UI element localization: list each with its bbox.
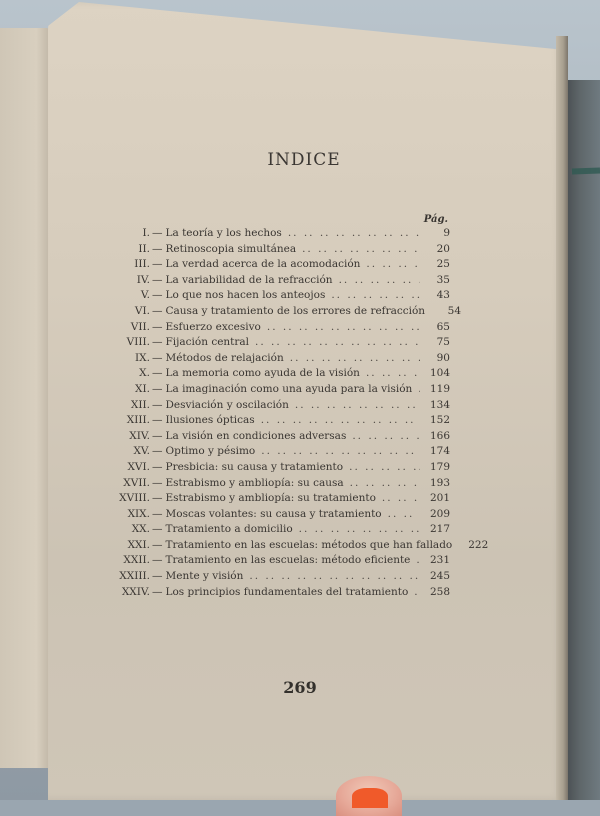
chapter-title: Lo que nos hacen los anteojos bbox=[165, 289, 326, 302]
chapter-title: Tratamiento a domicilio bbox=[165, 523, 293, 536]
chapter-number: V. bbox=[140, 289, 150, 302]
chapter-dash: — bbox=[152, 382, 163, 395]
chapter-dash: — bbox=[152, 507, 163, 520]
chapter-number: XVI. bbox=[127, 460, 150, 473]
toc-entry bbox=[100, 383, 450, 399]
chapter-title: Mente y visión bbox=[165, 570, 244, 583]
chapter-title: Presbicia: su causa y tratamiento bbox=[165, 460, 344, 473]
chapter-number: XX. bbox=[131, 523, 150, 536]
dot-leader bbox=[249, 570, 420, 582]
chapter-page: 54 bbox=[447, 304, 462, 317]
chapter-title: Moscas volantes: su causa y tratamiento bbox=[165, 507, 382, 520]
toc-entry bbox=[100, 367, 450, 383]
chapter-dash: — bbox=[152, 227, 163, 239]
dot-leader bbox=[255, 336, 420, 348]
dot-leader bbox=[416, 554, 420, 566]
painted-fingernail bbox=[352, 788, 388, 808]
chapter-dash: — bbox=[152, 320, 163, 333]
toc-entries bbox=[100, 227, 489, 601]
chapter-number: XXIV. bbox=[121, 585, 150, 598]
dot-leader bbox=[331, 289, 420, 301]
dot-leader bbox=[388, 508, 420, 520]
chapter-dash: — bbox=[152, 242, 163, 255]
toc-entry bbox=[100, 336, 450, 352]
chapter-page: 75 bbox=[436, 336, 450, 349]
chapter-number: XXII. bbox=[123, 554, 150, 567]
chapter-title: Métodos de relajación bbox=[165, 351, 284, 364]
chapter-page: 166 bbox=[429, 429, 450, 442]
toc-entry bbox=[100, 586, 450, 602]
dot-leader bbox=[261, 445, 420, 457]
chapter-title: La memoria como ayuda de la visión bbox=[165, 367, 360, 380]
chapter-title: Fijación central bbox=[165, 336, 250, 349]
chapter-page: 134 bbox=[429, 398, 450, 411]
page-column-header: Pág. bbox=[423, 214, 448, 225]
toc-entry bbox=[100, 243, 450, 259]
chapter-title: Desviación y oscilación bbox=[165, 398, 289, 411]
chapter-number: IV. bbox=[136, 273, 150, 286]
chapter-dash: — bbox=[152, 367, 163, 380]
dot-leader bbox=[339, 274, 420, 286]
chapter-number: XIX. bbox=[127, 507, 150, 520]
dot-leader bbox=[418, 383, 420, 395]
chapter-dash: — bbox=[152, 538, 163, 551]
chapter-number: XIV. bbox=[129, 429, 150, 442]
toc-entry bbox=[100, 477, 450, 493]
chapter-page: 25 bbox=[436, 258, 450, 271]
dot-leader bbox=[267, 321, 420, 333]
page-number: 269 bbox=[283, 678, 317, 697]
toc-entry bbox=[100, 461, 450, 477]
dot-leader bbox=[295, 399, 420, 411]
dot-leader bbox=[299, 523, 420, 535]
chapter-dash: — bbox=[152, 336, 163, 349]
chapter-title: Estrabismo y ambliopía: su tratamiento bbox=[165, 492, 376, 505]
chapter-page: 43 bbox=[436, 289, 450, 302]
chapter-number: XIII. bbox=[126, 414, 150, 427]
chapter-title: La visión en condiciones adversas bbox=[165, 429, 347, 442]
dot-leader bbox=[349, 461, 420, 473]
chapter-title: La teoría y los hechos bbox=[165, 227, 282, 239]
dot-leader bbox=[302, 243, 420, 255]
chapter-dash: — bbox=[152, 414, 163, 427]
chapter-page: 209 bbox=[429, 507, 450, 520]
toc-entry bbox=[100, 554, 450, 570]
toc-entry bbox=[100, 289, 450, 305]
chapter-page: 193 bbox=[429, 476, 450, 489]
chapter-number: X. bbox=[139, 367, 150, 380]
chapter-dash: — bbox=[152, 398, 163, 411]
chapter-title: Retinoscopia simultánea bbox=[165, 242, 297, 255]
chapter-page: 90 bbox=[436, 351, 450, 364]
left-facing-page bbox=[0, 28, 52, 768]
chapter-title: Los principios fundamentales del tratamiento bbox=[165, 585, 409, 598]
chapter-number: VI. bbox=[134, 304, 150, 317]
chapter-dash: — bbox=[152, 554, 163, 567]
toc-entry bbox=[100, 430, 450, 446]
chapter-page: 217 bbox=[429, 523, 450, 536]
toc-entry bbox=[100, 492, 450, 508]
chapter-number: VII. bbox=[130, 320, 150, 333]
chapter-title: Causa y tratamiento de los errores de refracción bbox=[165, 304, 426, 317]
chapter-dash: — bbox=[152, 351, 163, 364]
chapter-dash: — bbox=[152, 570, 163, 583]
chapter-number: XXI. bbox=[127, 538, 150, 551]
chapter-dash: — bbox=[152, 273, 163, 286]
chapter-title: Esfuerzo excesivo bbox=[165, 320, 261, 333]
toc-entry bbox=[100, 321, 450, 337]
chapter-dash: — bbox=[152, 460, 163, 473]
chapter-dash: — bbox=[152, 523, 163, 536]
dot-leader bbox=[366, 258, 420, 270]
chapter-page: 179 bbox=[429, 460, 450, 473]
chapter-title: La variabilidad de la refracción bbox=[165, 273, 333, 286]
chapter-title: Estrabismo y ambliopía: su causa bbox=[165, 476, 344, 489]
chapter-title: Ilusiones ópticas bbox=[165, 414, 255, 427]
chapter-page: 152 bbox=[429, 414, 450, 427]
chapter-title: Optimo y pésimo bbox=[165, 445, 256, 458]
chapter-title: La verdad acerca de la acomodación bbox=[165, 258, 361, 271]
toc-entry bbox=[100, 304, 462, 321]
chapter-page: 258 bbox=[429, 585, 450, 598]
toc-entry bbox=[100, 538, 489, 555]
chapter-number: I. bbox=[142, 227, 150, 239]
toc-entry bbox=[100, 570, 450, 586]
dot-leader bbox=[366, 367, 420, 379]
chapter-title: La imaginación como una ayuda para la visión bbox=[165, 382, 413, 395]
chapter-page: 201 bbox=[429, 492, 450, 505]
chapter-dash: — bbox=[152, 492, 163, 505]
toc-entry bbox=[100, 414, 450, 430]
dot-leader bbox=[352, 430, 420, 442]
chapter-title: Tratamiento en las escuelas: métodos que han fallado bbox=[165, 538, 453, 551]
chapter-page: 245 bbox=[429, 570, 450, 583]
chapter-page: 222 bbox=[468, 538, 489, 551]
toc-entry bbox=[100, 258, 450, 274]
chapter-dash: — bbox=[152, 429, 163, 442]
chapter-dash: — bbox=[152, 476, 163, 489]
toc-entry bbox=[100, 508, 450, 524]
table-of-contents bbox=[100, 214, 489, 601]
chapter-number: III. bbox=[134, 258, 150, 271]
chapter-number: XVIII. bbox=[119, 492, 150, 505]
dot-leader bbox=[414, 586, 420, 598]
chapter-number: XXIII. bbox=[119, 570, 150, 583]
chapter-number: XII. bbox=[130, 398, 150, 411]
dot-leader bbox=[288, 227, 420, 239]
chapter-number: II. bbox=[138, 242, 150, 255]
chapter-dash: — bbox=[152, 289, 163, 302]
chapter-number: VIII. bbox=[126, 336, 150, 349]
dot-leader bbox=[382, 492, 420, 504]
toc-entry bbox=[100, 274, 450, 290]
toc-entry bbox=[100, 445, 450, 461]
chapter-dash: — bbox=[152, 258, 163, 271]
chapter-number: XI. bbox=[135, 382, 150, 395]
chapter-dash: — bbox=[152, 585, 163, 598]
chapter-page: 104 bbox=[429, 367, 450, 380]
chapter-page: 231 bbox=[429, 554, 450, 567]
toc-entry bbox=[100, 399, 450, 415]
dot-leader bbox=[350, 477, 420, 489]
page-title: INDICE bbox=[267, 150, 341, 170]
toc-entry bbox=[100, 523, 450, 539]
toc-entry bbox=[100, 352, 450, 368]
chapter-page: 35 bbox=[436, 273, 450, 286]
chapter-number: XV. bbox=[133, 445, 150, 458]
chapter-number: XVII. bbox=[123, 476, 150, 489]
dot-leader bbox=[261, 414, 420, 426]
dot-leader bbox=[290, 352, 420, 364]
chapter-page: 65 bbox=[436, 320, 450, 333]
toc-entry bbox=[100, 227, 450, 243]
chapter-page: 174 bbox=[429, 445, 450, 458]
chapter-title: Tratamiento en las escuelas: método eficiente bbox=[165, 554, 411, 567]
chapter-dash: — bbox=[152, 304, 163, 317]
chapter-page: 119 bbox=[429, 382, 450, 395]
chapter-number: IX. bbox=[135, 351, 150, 364]
chapter-dash: — bbox=[152, 445, 163, 458]
chapter-page: 20 bbox=[436, 242, 450, 255]
chapter-page: 9 bbox=[443, 227, 450, 239]
